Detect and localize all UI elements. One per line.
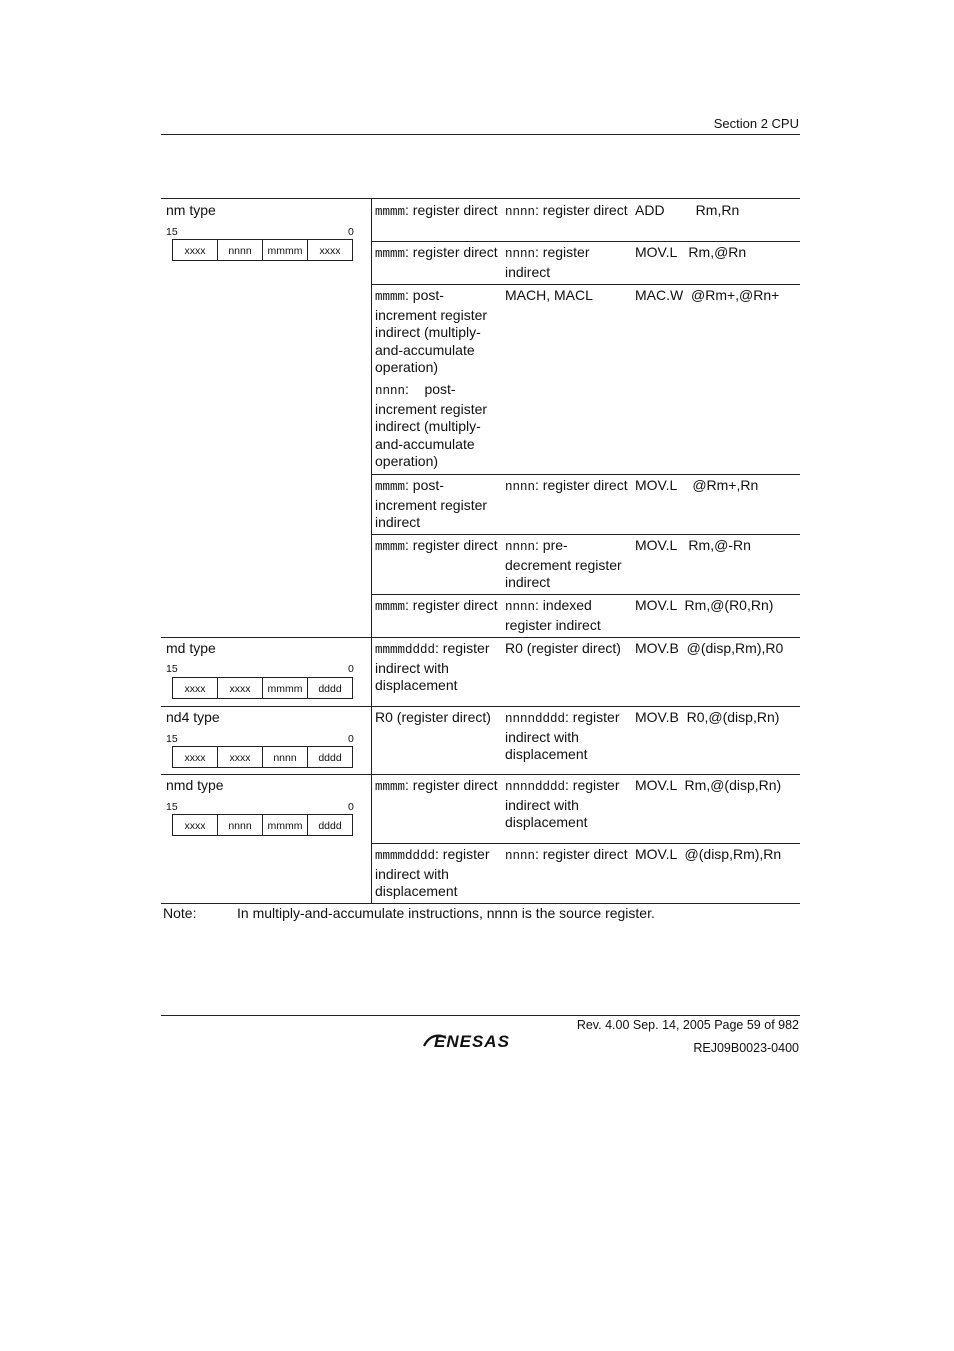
row-divider [372, 534, 800, 535]
type-label: nmd type [166, 777, 224, 793]
destination-operand: nnnn: register direct [505, 202, 628, 219]
operand-code: mmmmdddd [375, 849, 436, 863]
destination-operand: nnnn: pre-decrement register indirect [505, 537, 622, 591]
operand-code: nnnn [505, 540, 536, 554]
destination-operand: nnnn: register direct [505, 846, 628, 863]
renesas-logo-mark [422, 1030, 544, 1052]
destination-operand: MACH, MACL [505, 287, 593, 303]
field: dddd [318, 820, 342, 832]
operand-code: nnnndddd [505, 712, 566, 726]
example-instruction: ADD Rm,Rn [635, 202, 740, 218]
example-instruction: MOV.L Rm,@Rn [635, 244, 747, 260]
bit-msb: 15 [166, 226, 178, 238]
note-label: Note: [163, 905, 197, 921]
field: nnnn [218, 815, 263, 835]
source-operand: mmmm: register direct [375, 202, 498, 219]
example-instruction: MAC.W @Rm+,@Rn+ [635, 287, 780, 303]
field: xxxx [218, 678, 263, 698]
example-instruction: MOV.L Rm,@-Rn [635, 537, 751, 553]
source-operand-2: nnnn: post-increment register indirect (multiply-and-accumulate operation) [375, 381, 491, 470]
operand-code: nnnn [505, 480, 536, 494]
row-divider [372, 594, 800, 595]
example-instruction: MOV.L Rm,@(R0,Rn) [635, 597, 774, 613]
field: mmmm [263, 815, 308, 835]
source-operand: mmmm: register direct [375, 537, 498, 554]
operand-code: mmmm [375, 247, 406, 261]
operand-code: mmmm [375, 540, 406, 554]
destination-operand: nnnn: register indirect [505, 244, 590, 280]
row-divider [372, 843, 800, 844]
source-operand: mmmm: post-increment register indirect (multiply-and-accumulate operation) [375, 287, 488, 376]
group-divider [161, 637, 800, 638]
operand-code: mmmm [375, 600, 406, 614]
field: xxxx [173, 815, 218, 835]
type-label: md type [166, 640, 216, 656]
example-instruction: MOV.B @(disp,Rm),R0 [635, 640, 784, 656]
source-operand: mmmm: register direct [375, 244, 498, 261]
destination-operand: nnnn: register direct [505, 477, 628, 494]
group-divider [161, 706, 800, 707]
source-operand: mmmmdddd: register indirect with displacement [375, 846, 490, 900]
source-operand: R0 (register direct) [375, 709, 491, 725]
table-top-rule [161, 198, 800, 199]
destination-operand: nnnndddd: register indirect with displacement [505, 709, 620, 763]
bit-lsb: 0 [348, 226, 354, 238]
source-operand: mmmm: register direct [375, 777, 498, 794]
bit-msb: 15 [166, 733, 178, 745]
source-operand: mmmmdddd: register indirect with displacement [375, 640, 490, 694]
operand-code: mmmm [375, 480, 406, 494]
source-operand: mmmm: post-increment register indirect [375, 477, 488, 531]
field: dddd [318, 683, 342, 695]
bit-lsb: 0 [348, 801, 354, 813]
source-operand: mmmm: register direct [375, 597, 498, 614]
field: xxxx [218, 747, 263, 767]
operand-code: mmmm [375, 290, 406, 304]
instruction-format-diagram [172, 814, 353, 836]
operand-code: nnnn [375, 384, 406, 398]
instruction-format-diagram [172, 239, 353, 261]
instruction-format-diagram [172, 677, 353, 699]
bit-msb: 15 [166, 801, 178, 813]
operand-code: mmmm [375, 205, 406, 219]
table-column-divider [371, 199, 372, 903]
field: xxxx [173, 747, 218, 767]
field: dddd [318, 752, 342, 764]
footer-revision: Rev. 4.00 Sep. 14, 2005 Page 59 of 982 [576, 1018, 799, 1032]
field: mmmm [263, 678, 308, 698]
footer-doc-id: REJ09B0023-0400 [693, 1041, 799, 1055]
field: xxxx [173, 240, 218, 260]
field: xxxx [319, 245, 341, 257]
section-header: Section 2 CPU [713, 116, 799, 131]
note-text: In multiply-and-accumulate instructions, nnnn is the source register. [237, 905, 655, 921]
renesas-logo [422, 1030, 544, 1052]
operand-code: nnnn [505, 849, 536, 863]
type-label: nm type [166, 202, 216, 218]
svg-text:ENESAS: ENESAS [434, 1032, 510, 1051]
operand-code: mmmm [375, 780, 406, 794]
operand-code: nnnndddd [505, 780, 566, 794]
bit-lsb: 0 [348, 733, 354, 745]
bit-lsb: 0 [348, 663, 354, 675]
operand-code: nnnn [505, 247, 536, 261]
header-rule [161, 134, 800, 135]
example-instruction: MOV.B R0,@(disp,Rn) [635, 709, 780, 725]
instruction-format-diagram [172, 746, 353, 768]
footer-rule [161, 1015, 800, 1016]
operand-code: nnnn [505, 600, 536, 614]
type-label: nd4 type [166, 709, 220, 725]
operand-code: nnnn [505, 205, 536, 219]
row-divider [372, 241, 800, 242]
table-bottom-rule [161, 903, 800, 904]
row-divider [372, 284, 800, 285]
field: nnnn [263, 747, 308, 767]
example-instruction: MOV.L @Rm+,Rn [635, 477, 759, 493]
destination-operand: R0 (register direct) [505, 640, 621, 656]
example-instruction: MOV.L @(disp,Rm),Rn [635, 846, 782, 862]
row-divider [372, 474, 800, 475]
example-instruction: MOV.L Rm,@(disp,Rn) [635, 777, 782, 793]
operand-code: mmmmdddd [375, 643, 436, 657]
field: nnnn [218, 240, 263, 260]
field: mmmm [263, 240, 308, 260]
destination-operand: nnnndddd: register indirect with displacement [505, 777, 620, 831]
destination-operand: nnnn: indexed register indirect [505, 597, 601, 633]
group-divider [161, 774, 800, 775]
bit-msb: 15 [166, 663, 178, 675]
field: xxxx [173, 678, 218, 698]
